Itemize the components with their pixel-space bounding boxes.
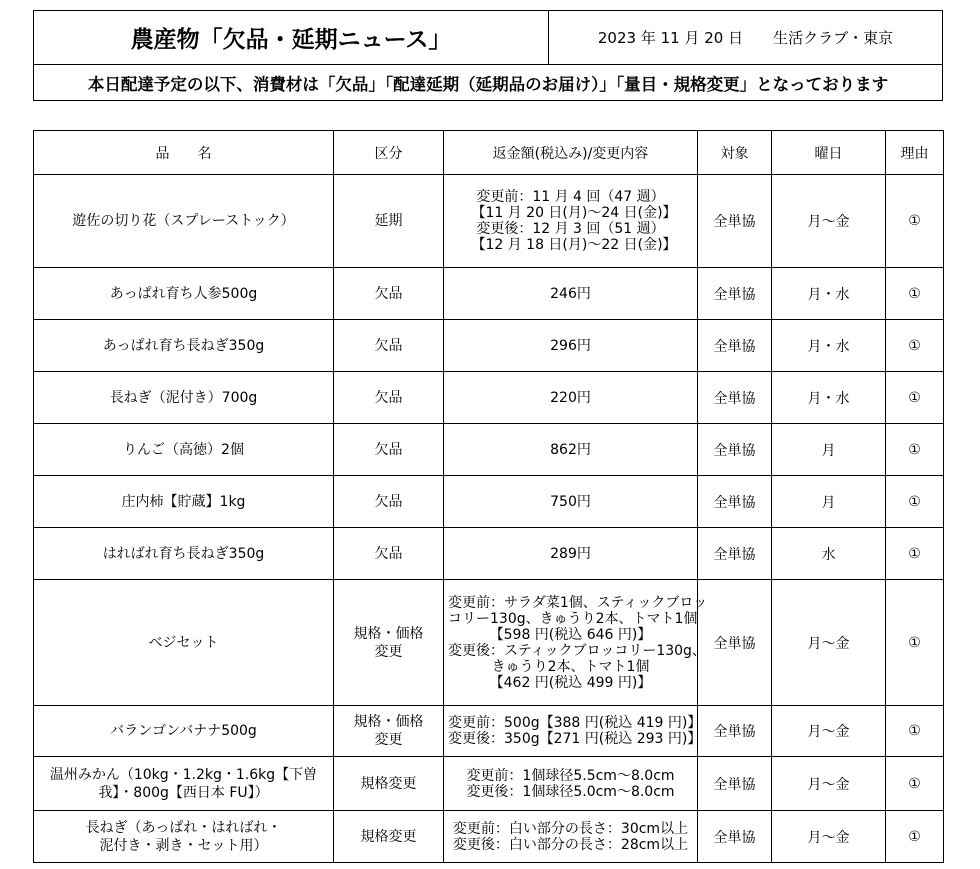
product-name: 長ねぎ（泥付き）700g <box>34 372 334 424</box>
reason-cell: ① <box>886 320 944 372</box>
product-name: りんご（高徳）2個 <box>34 424 334 476</box>
organization-name: 生活クラブ・東京 <box>773 29 894 47</box>
target-cell: 全単協 <box>698 580 772 706</box>
product-name: はればれ育ち長ねぎ350g <box>34 528 334 580</box>
target-cell: 全単協 <box>698 424 772 476</box>
table-row <box>34 372 944 424</box>
category-cell: 欠品 <box>334 268 444 320</box>
table-row <box>34 811 944 863</box>
column-header-name: 品 名 <box>34 131 334 175</box>
detail-cell <box>444 706 702 757</box>
target-cell: 全単協 <box>698 811 772 863</box>
detail-line: 変更前：サラダ菜1個、スティックブロッ <box>448 594 708 611</box>
detail-line: 【12 月 18 日(月)～22 日(金)】 <box>464 237 677 253</box>
detail-cell <box>444 424 698 476</box>
table-row <box>34 580 944 706</box>
product-name: あっぱれ育ち長ねぎ350g <box>34 320 334 372</box>
day-cell: 月・水 <box>772 268 886 320</box>
day-cell: 月～金 <box>772 175 886 268</box>
product-name: 遊佐の切り花（スプレーストック） <box>34 175 334 268</box>
column-header-category: 区分 <box>334 131 444 175</box>
reason-cell: ① <box>886 476 944 528</box>
product-name: バランゴンバナナ500g <box>34 706 334 757</box>
day-cell: 月～金 <box>772 811 886 863</box>
detail-cell <box>444 580 708 706</box>
refund-amount: 750円 <box>550 493 591 510</box>
product-name: あっぱれ育ち人参500g <box>34 268 334 320</box>
detail-line: きゅうり2本、トマト1個 <box>491 658 650 675</box>
detail-cell <box>444 320 698 372</box>
reason-cell: ① <box>886 424 944 476</box>
target-cell: 全単協 <box>698 476 772 528</box>
detail-line: 変更後：スティックブロッコリー130g、 <box>448 642 706 659</box>
day-cell: 月～金 <box>772 757 886 811</box>
reason-cell: ① <box>886 811 944 863</box>
detail-line: 変更後：350g【271 円(税込 293 円)】 <box>448 731 702 747</box>
detail-line: コリー130g、きゅうり2本、トマト1個 <box>448 610 698 627</box>
detail-line: 変更前：1個球径5.5cm～8.0cm <box>466 767 675 784</box>
detail-cell <box>444 757 698 811</box>
target-cell: 全単協 <box>698 528 772 580</box>
page-title: 農産物「欠品・延期ニュース」 <box>34 11 549 64</box>
product-name: 温州みかん（10kg・1.2kg・1.6kg【下曽 我】・800g【西日本 FU】） <box>34 757 334 811</box>
refund-amount: 296円 <box>550 337 591 354</box>
product-name: ベジセット <box>34 580 334 706</box>
detail-line: 変更後：白い部分の長さ：28cm以上 <box>452 836 689 853</box>
target-cell: 全単協 <box>698 706 772 757</box>
detail-line: 変更後：12 月 3 回（51 週） <box>476 221 665 237</box>
detail-line: 【11 月 20 日(月)～24 日(金)】 <box>464 205 677 221</box>
notice-banner: 本日配達予定の以下、消費材は「欠品」「配達延期（延期品のお届け）」「量目・規格変更」となっております <box>33 65 943 101</box>
target-cell: 全単協 <box>698 372 772 424</box>
product-name: 長ねぎ（あっぱれ・はればれ・ 泥付き・剥き・セット用） <box>34 811 334 863</box>
product-table <box>33 130 944 863</box>
column-header-target: 対象 <box>698 131 772 175</box>
detail-line: 変更前：11 月 4 回（47 週） <box>476 189 665 205</box>
category-cell: 欠品 <box>334 528 444 580</box>
detail-line: 【462 円(税込 499 円)】 <box>489 674 652 691</box>
refund-amount: 246円 <box>550 285 591 302</box>
target-cell: 全単協 <box>698 175 772 268</box>
category-cell: 欠品 <box>334 476 444 528</box>
reason-cell: ① <box>886 175 944 268</box>
category-cell: 規格・価格 変更 <box>334 706 444 757</box>
product-name: 庄内柿【貯蔵】1kg <box>34 476 334 528</box>
column-header-reason: 理由 <box>886 131 944 175</box>
header-meta <box>549 11 942 64</box>
detail-line: 変更前：500g【388 円(税込 419 円)】 <box>448 715 702 731</box>
day-cell: 水 <box>772 528 886 580</box>
day-cell: 月～金 <box>772 580 886 706</box>
refund-amount: 289円 <box>550 545 591 562</box>
table-header-row <box>34 131 944 175</box>
detail-cell <box>444 476 698 528</box>
detail-cell <box>444 372 698 424</box>
reason-cell: ① <box>886 268 944 320</box>
category-cell: 延期 <box>334 175 444 268</box>
category-cell: 規格変更 <box>334 757 444 811</box>
refund-amount: 220円 <box>550 389 591 406</box>
table-row <box>34 757 944 811</box>
table-row <box>34 706 944 757</box>
detail-cell <box>444 811 698 863</box>
reason-cell: ① <box>886 372 944 424</box>
table-row <box>34 175 944 268</box>
reason-cell: ① <box>886 580 944 706</box>
table-row <box>34 528 944 580</box>
target-cell: 全単協 <box>698 757 772 811</box>
column-header-detail: 返金額(税込み)/変更内容 <box>444 131 698 175</box>
detail-line: 変更後：1個球径5.0cm～8.0cm <box>466 783 675 800</box>
target-cell: 全単協 <box>698 320 772 372</box>
category-cell: 欠品 <box>334 372 444 424</box>
reason-cell: ① <box>886 528 944 580</box>
reason-cell: ① <box>886 706 944 757</box>
day-cell: 月・水 <box>772 372 886 424</box>
issue-date: 2023 年 11 月 20 日 <box>597 29 744 47</box>
target-cell: 全単協 <box>698 268 772 320</box>
day-cell: 月～金 <box>772 706 886 757</box>
reason-cell: ① <box>886 757 944 811</box>
category-cell: 規格変更 <box>334 811 444 863</box>
day-cell: 月・水 <box>772 320 886 372</box>
day-cell: 月 <box>772 424 886 476</box>
table-row <box>34 424 944 476</box>
table-row <box>34 320 944 372</box>
category-cell: 規格・価格 変更 <box>334 580 444 706</box>
detail-line: 【598 円(税込 646 円)】 <box>489 626 652 643</box>
refund-amount: 862円 <box>550 441 591 458</box>
detail-cell <box>444 175 698 268</box>
header-box <box>33 10 943 65</box>
detail-cell <box>444 268 698 320</box>
category-cell: 欠品 <box>334 424 444 476</box>
category-cell: 欠品 <box>334 320 444 372</box>
detail-line: 変更前：白い部分の長さ：30cm以上 <box>452 820 689 837</box>
day-cell: 月 <box>772 476 886 528</box>
table-row <box>34 268 944 320</box>
table-row <box>34 476 944 528</box>
column-header-day: 曜日 <box>772 131 886 175</box>
detail-cell <box>444 528 698 580</box>
